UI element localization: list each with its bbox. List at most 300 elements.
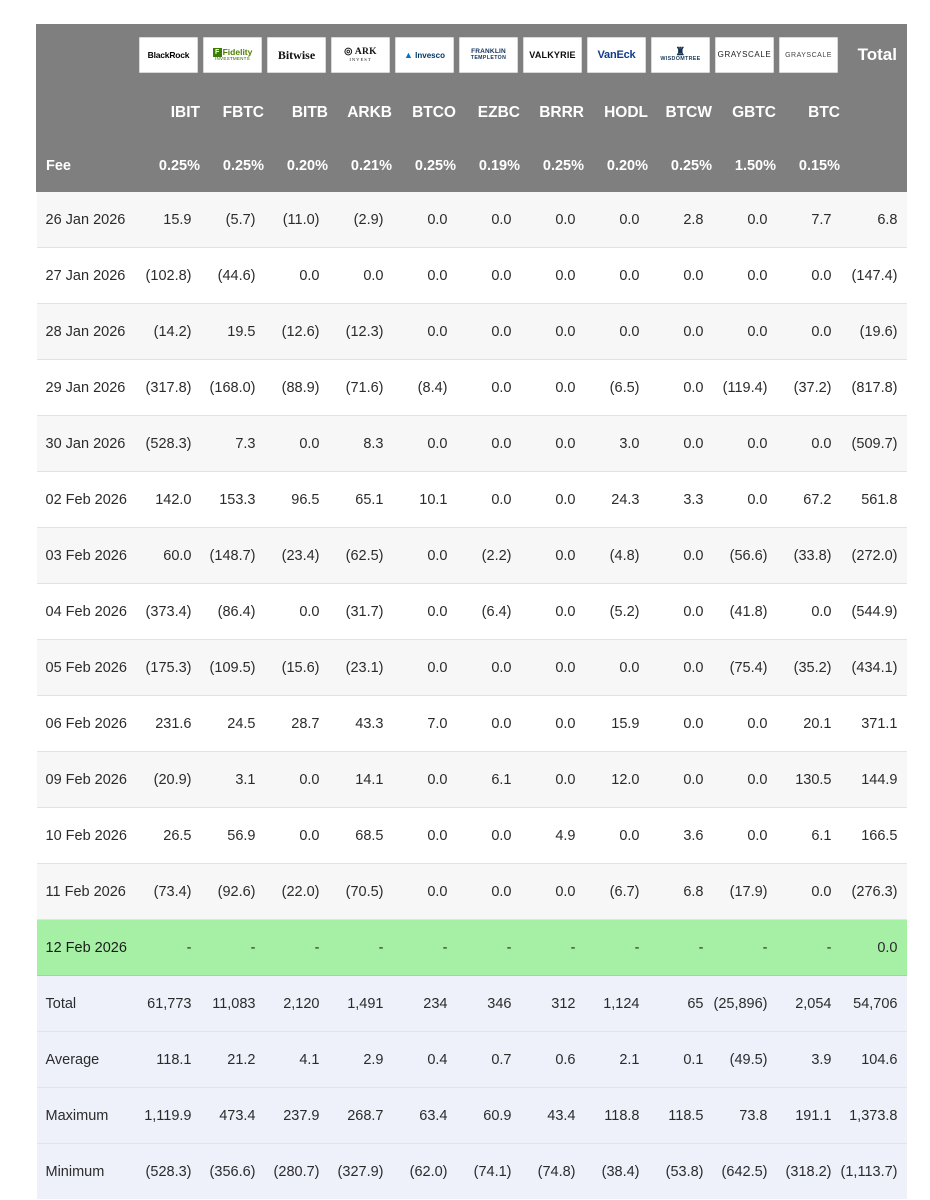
table-row [37, 248, 907, 304]
cell-fbtc: (44.6) [201, 248, 265, 304]
cell-btcw: 0.0 [649, 584, 713, 640]
cell-gbtc: 0.0 [713, 696, 777, 752]
cell-row-total: (272.0) [841, 528, 907, 584]
cell-btcw: 6.8 [649, 864, 713, 920]
table-row [37, 192, 907, 248]
cell-btc: 20.1 [777, 696, 841, 752]
summary-cell-fbtc: 21.2 [201, 1032, 265, 1088]
bitcoin-etf-flows-table [36, 24, 907, 1199]
summary-cell-arkb: 268.7 [329, 1088, 393, 1144]
cell-btc: 0.0 [777, 864, 841, 920]
summary-cell-gbtc: (25,896) [713, 976, 777, 1032]
cell-btco: 0.0 [393, 528, 457, 584]
cell-ezbc: 0.0 [457, 472, 521, 528]
summary-cell-ezbc: (74.1) [457, 1144, 521, 1200]
cell-btcw: 0.0 [649, 528, 713, 584]
cell-bitb: 0.0 [265, 248, 329, 304]
cell-arkb: - [329, 920, 393, 976]
cell-btco: 0.0 [393, 864, 457, 920]
cell-fbtc: (5.7) [201, 192, 265, 248]
fund-logo-cell-fbtc [201, 25, 265, 86]
cell-btco: (8.4) [393, 360, 457, 416]
ticker-btco: BTCO [393, 86, 457, 141]
cell-ibit: 60.0 [137, 528, 201, 584]
cell-btcw: 0.0 [649, 752, 713, 808]
cell-gbtc: 0.0 [713, 248, 777, 304]
summary-row [37, 1088, 907, 1144]
cell-hodl: 0.0 [585, 192, 649, 248]
cell-fbtc: 19.5 [201, 304, 265, 360]
row-date: 12 Feb 2026 [37, 920, 137, 976]
cell-hodl: (4.8) [585, 528, 649, 584]
summary-cell-total: 1,373.8 [841, 1088, 907, 1144]
summary-cell-ezbc: 346 [457, 976, 521, 1032]
cell-ibit: (102.8) [137, 248, 201, 304]
fee-total-spacer [841, 141, 907, 192]
table-row [37, 696, 907, 752]
fund-logo-cell-ibit [137, 25, 201, 86]
cell-gbtc: (41.8) [713, 584, 777, 640]
ticker-fbtc: FBTC [201, 86, 265, 141]
summary-row-label: Total [37, 976, 137, 1032]
cell-arkb: (62.5) [329, 528, 393, 584]
cell-hodl: 0.0 [585, 304, 649, 360]
fund-logo-cell-brrr [521, 25, 585, 86]
cell-ezbc: 0.0 [457, 192, 521, 248]
cell-arkb: (31.7) [329, 584, 393, 640]
summary-cell-hodl: 1,124 [585, 976, 649, 1032]
fee-fbtc: 0.25% [201, 141, 265, 192]
cell-ezbc: 0.0 [457, 864, 521, 920]
cell-ibit: 15.9 [137, 192, 201, 248]
cell-fbtc: - [201, 920, 265, 976]
cell-brrr: 0.0 [521, 864, 585, 920]
fee-row-label: Fee [37, 141, 137, 192]
cell-row-total: 6.8 [841, 192, 907, 248]
cell-ibit: (528.3) [137, 416, 201, 472]
row-date: 27 Jan 2026 [37, 248, 137, 304]
row-date: 02 Feb 2026 [37, 472, 137, 528]
cell-bitb: (11.0) [265, 192, 329, 248]
summary-cell-brrr: 312 [521, 976, 585, 1032]
cell-bitb: - [265, 920, 329, 976]
summary-row [37, 976, 907, 1032]
summary-row [37, 1032, 907, 1088]
table-row [37, 416, 907, 472]
cell-brrr: 0.0 [521, 416, 585, 472]
ticker-arkb: ARKB [329, 86, 393, 141]
cell-fbtc: (148.7) [201, 528, 265, 584]
fund-logo-cell-bitb [265, 25, 329, 86]
cell-ezbc: 0.0 [457, 416, 521, 472]
cell-hodl: 15.9 [585, 696, 649, 752]
cell-btcw: 0.0 [649, 696, 713, 752]
cell-ezbc: - [457, 920, 521, 976]
cell-bitb: 28.7 [265, 696, 329, 752]
summary-cell-bitb: 4.1 [265, 1032, 329, 1088]
cell-btco: - [393, 920, 457, 976]
cell-row-total: (434.1) [841, 640, 907, 696]
summary-cell-ezbc: 0.7 [457, 1032, 521, 1088]
fee-btco: 0.25% [393, 141, 457, 192]
ticker-brrr: BRRR [521, 86, 585, 141]
cell-gbtc: (56.6) [713, 528, 777, 584]
ticker-gbtc: GBTC [713, 86, 777, 141]
grayscale-logo: GRAYSCALE [715, 37, 774, 73]
cell-fbtc: (86.4) [201, 584, 265, 640]
row-date: 05 Feb 2026 [37, 640, 137, 696]
fund-logo-cell-ezbc [457, 25, 521, 86]
cell-btc: 7.7 [777, 192, 841, 248]
valkyrie-logo: VALKYRIE [523, 37, 582, 73]
summary-cell-brrr: (74.8) [521, 1144, 585, 1200]
fee-arkb: 0.21% [329, 141, 393, 192]
grayscale-mini-logo: GRAYSCALE [779, 37, 838, 73]
ticker-btcw: BTCW [649, 86, 713, 141]
cell-btcw: 0.0 [649, 248, 713, 304]
table-header [37, 25, 907, 192]
cell-hodl: 0.0 [585, 640, 649, 696]
cell-bitb: 0.0 [265, 584, 329, 640]
cell-bitb: 0.0 [265, 416, 329, 472]
summary-cell-fbtc: 11,083 [201, 976, 265, 1032]
fee-header-row [37, 141, 907, 192]
summary-cell-total: 104.6 [841, 1032, 907, 1088]
cell-fbtc: 24.5 [201, 696, 265, 752]
summary-cell-gbtc: 73.8 [713, 1088, 777, 1144]
cell-brrr: 0.0 [521, 752, 585, 808]
cell-hodl: - [585, 920, 649, 976]
wisdomtree-logo: ♜ WISDOMTREE [651, 37, 710, 73]
ticker-hodl: HODL [585, 86, 649, 141]
fund-logo-cell-btcw [649, 25, 713, 86]
ticker-btc: BTC [777, 86, 841, 141]
fund-logo-cell-gbtc [713, 25, 777, 86]
cell-gbtc: 0.0 [713, 304, 777, 360]
cell-row-total: (19.6) [841, 304, 907, 360]
cell-btc: 0.0 [777, 416, 841, 472]
cell-btcw: 3.6 [649, 808, 713, 864]
summary-cell-ibit: (528.3) [137, 1144, 201, 1200]
cell-hodl: 0.0 [585, 248, 649, 304]
summary-cell-hodl: 118.8 [585, 1088, 649, 1144]
cell-btc: 0.0 [777, 304, 841, 360]
cell-fbtc: (168.0) [201, 360, 265, 416]
summary-cell-arkb: 1,491 [329, 976, 393, 1032]
table-row [37, 584, 907, 640]
summary-cell-bitb: 2,120 [265, 976, 329, 1032]
fee-brrr: 0.25% [521, 141, 585, 192]
cell-btc: 67.2 [777, 472, 841, 528]
fidelity-logo: F Fidelity INVESTMENTS [203, 37, 262, 73]
cell-btc: (33.8) [777, 528, 841, 584]
summary-cell-gbtc: (49.5) [713, 1032, 777, 1088]
summary-cell-ibit: 61,773 [137, 976, 201, 1032]
cell-row-total: 166.5 [841, 808, 907, 864]
cell-gbtc: 0.0 [713, 416, 777, 472]
cell-fbtc: (109.5) [201, 640, 265, 696]
cell-bitb: 0.0 [265, 752, 329, 808]
ticker-header-row [37, 86, 907, 141]
cell-bitb: (23.4) [265, 528, 329, 584]
fee-hodl: 0.20% [585, 141, 649, 192]
cell-hodl: 3.0 [585, 416, 649, 472]
cell-ibit: 231.6 [137, 696, 201, 752]
cell-ezbc: 0.0 [457, 808, 521, 864]
summary-cell-btco: 63.4 [393, 1088, 457, 1144]
ticker-total-spacer [841, 86, 907, 141]
cell-ibit: (73.4) [137, 864, 201, 920]
cell-brrr: - [521, 920, 585, 976]
summary-cell-btco: 234 [393, 976, 457, 1032]
summary-cell-gbtc: (642.5) [713, 1144, 777, 1200]
row-date: 29 Jan 2026 [37, 360, 137, 416]
cell-ibit: 26.5 [137, 808, 201, 864]
cell-ibit: 142.0 [137, 472, 201, 528]
summary-cell-ezbc: 60.9 [457, 1088, 521, 1144]
cell-brrr: 0.0 [521, 696, 585, 752]
cell-ibit: (317.8) [137, 360, 201, 416]
row-date: 26 Jan 2026 [37, 192, 137, 248]
cell-hodl: 0.0 [585, 808, 649, 864]
cell-gbtc: 0.0 [713, 192, 777, 248]
fund-logo-cell-btc [777, 25, 841, 86]
summary-cell-btc: 2,054 [777, 976, 841, 1032]
summary-cell-bitb: (280.7) [265, 1144, 329, 1200]
cell-hodl: 24.3 [585, 472, 649, 528]
cell-ezbc: (2.2) [457, 528, 521, 584]
cell-btco: 0.0 [393, 584, 457, 640]
cell-row-total: (147.4) [841, 248, 907, 304]
cell-brrr: 4.9 [521, 808, 585, 864]
fee-ezbc: 0.19% [457, 141, 521, 192]
logo-header-row [37, 25, 907, 86]
summary-cell-ibit: 1,119.9 [137, 1088, 201, 1144]
cell-gbtc: 0.0 [713, 808, 777, 864]
cell-fbtc: 3.1 [201, 752, 265, 808]
cell-arkb: (71.6) [329, 360, 393, 416]
cell-ezbc: 0.0 [457, 248, 521, 304]
cell-btc: (35.2) [777, 640, 841, 696]
summary-cell-btco: 0.4 [393, 1032, 457, 1088]
table-body [37, 192, 907, 976]
summary-cell-total: (1,113.7) [841, 1144, 907, 1200]
summary-cell-ibit: 118.1 [137, 1032, 201, 1088]
cell-arkb: 14.1 [329, 752, 393, 808]
ticker-ezbc: EZBC [457, 86, 521, 141]
summary-cell-btcw: 118.5 [649, 1088, 713, 1144]
summary-cell-hodl: 2.1 [585, 1032, 649, 1088]
cell-btcw: 0.0 [649, 416, 713, 472]
cell-hodl: 12.0 [585, 752, 649, 808]
row-date: 11 Feb 2026 [37, 864, 137, 920]
summary-cell-fbtc: 473.4 [201, 1088, 265, 1144]
total-column-header: Total [841, 25, 907, 86]
row-date: 28 Jan 2026 [37, 304, 137, 360]
cell-ezbc: 6.1 [457, 752, 521, 808]
summary-cell-btcw: 0.1 [649, 1032, 713, 1088]
table-row [37, 304, 907, 360]
cell-btco: 7.0 [393, 696, 457, 752]
row-date: 09 Feb 2026 [37, 752, 137, 808]
cell-fbtc: 56.9 [201, 808, 265, 864]
cell-btco: 0.0 [393, 248, 457, 304]
cell-arkb: 0.0 [329, 248, 393, 304]
cell-brrr: 0.0 [521, 248, 585, 304]
summary-cell-btcw: 65 [649, 976, 713, 1032]
cell-btco: 10.1 [393, 472, 457, 528]
cell-bitb: (12.6) [265, 304, 329, 360]
table-row [37, 808, 907, 864]
cell-row-total: (817.8) [841, 360, 907, 416]
cell-btcw: - [649, 920, 713, 976]
summary-row [37, 1144, 907, 1200]
cell-btcw: 0.0 [649, 304, 713, 360]
summary-cell-btc: 3.9 [777, 1032, 841, 1088]
cell-ezbc: 0.0 [457, 304, 521, 360]
fund-logo-cell-hodl [585, 25, 649, 86]
table-row [37, 752, 907, 808]
cell-btc: (37.2) [777, 360, 841, 416]
ticker-row-label [37, 86, 137, 141]
cell-btcw: 0.0 [649, 360, 713, 416]
cell-btcw: 2.8 [649, 192, 713, 248]
fee-ibit: 0.25% [137, 141, 201, 192]
summary-cell-btc: (318.2) [777, 1144, 841, 1200]
table-row [37, 920, 907, 976]
cell-ezbc: 0.0 [457, 640, 521, 696]
cell-brrr: 0.0 [521, 360, 585, 416]
invesco-logo: ▲ Invesco [395, 37, 454, 73]
cell-bitb: (88.9) [265, 360, 329, 416]
cell-arkb: 43.3 [329, 696, 393, 752]
blackrock-logo: BlackRock [139, 37, 198, 73]
row-date: 03 Feb 2026 [37, 528, 137, 584]
cell-row-total: 371.1 [841, 696, 907, 752]
summary-row-label: Average [37, 1032, 137, 1088]
bitwise-logo: Bitwise [267, 37, 326, 73]
date-column-header [37, 25, 137, 86]
cell-ibit: - [137, 920, 201, 976]
cell-brrr: 0.0 [521, 472, 585, 528]
cell-row-total: (544.9) [841, 584, 907, 640]
fee-bitb: 0.20% [265, 141, 329, 192]
row-date: 30 Jan 2026 [37, 416, 137, 472]
cell-ezbc: (6.4) [457, 584, 521, 640]
cell-fbtc: 153.3 [201, 472, 265, 528]
ark-invest-logo: ◎ ARK INVEST [331, 37, 390, 73]
cell-gbtc: (17.9) [713, 864, 777, 920]
cell-row-total: (276.3) [841, 864, 907, 920]
cell-gbtc: (119.4) [713, 360, 777, 416]
cell-btc: 0.0 [777, 248, 841, 304]
summary-cell-arkb: (327.9) [329, 1144, 393, 1200]
fund-logo-cell-arkb [329, 25, 393, 86]
cell-btc: 0.0 [777, 584, 841, 640]
cell-row-total: 561.8 [841, 472, 907, 528]
cell-fbtc: (92.6) [201, 864, 265, 920]
row-date: 06 Feb 2026 [37, 696, 137, 752]
cell-btco: 0.0 [393, 752, 457, 808]
cell-btcw: 0.0 [649, 640, 713, 696]
cell-brrr: 0.0 [521, 192, 585, 248]
summary-cell-bitb: 237.9 [265, 1088, 329, 1144]
table-row [37, 360, 907, 416]
cell-arkb: 65.1 [329, 472, 393, 528]
cell-arkb: 8.3 [329, 416, 393, 472]
summary-cell-arkb: 2.9 [329, 1032, 393, 1088]
cell-gbtc: - [713, 920, 777, 976]
cell-ibit: (14.2) [137, 304, 201, 360]
row-date: 10 Feb 2026 [37, 808, 137, 864]
summary-cell-brrr: 43.4 [521, 1088, 585, 1144]
cell-ezbc: 0.0 [457, 360, 521, 416]
cell-ibit: (373.4) [137, 584, 201, 640]
summary-cell-btco: (62.0) [393, 1144, 457, 1200]
cell-bitb: 96.5 [265, 472, 329, 528]
cell-bitb: (22.0) [265, 864, 329, 920]
cell-arkb: 68.5 [329, 808, 393, 864]
cell-btco: 0.0 [393, 192, 457, 248]
cell-arkb: (23.1) [329, 640, 393, 696]
fee-gbtc: 1.50% [713, 141, 777, 192]
summary-cell-fbtc: (356.6) [201, 1144, 265, 1200]
cell-row-total: 0.0 [841, 920, 907, 976]
row-date: 04 Feb 2026 [37, 584, 137, 640]
cell-bitb: 0.0 [265, 808, 329, 864]
summary-cell-btc: 191.1 [777, 1088, 841, 1144]
cell-btc: 130.5 [777, 752, 841, 808]
cell-bitb: (15.6) [265, 640, 329, 696]
cell-btcw: 3.3 [649, 472, 713, 528]
cell-brrr: 0.0 [521, 528, 585, 584]
cell-brrr: 0.0 [521, 584, 585, 640]
cell-ezbc: 0.0 [457, 696, 521, 752]
summary-cell-brrr: 0.6 [521, 1032, 585, 1088]
cell-btc: 6.1 [777, 808, 841, 864]
fee-btc: 0.15% [777, 141, 841, 192]
cell-btco: 0.0 [393, 416, 457, 472]
cell-hodl: (5.2) [585, 584, 649, 640]
cell-gbtc: 0.0 [713, 472, 777, 528]
table-row [37, 472, 907, 528]
cell-hodl: (6.5) [585, 360, 649, 416]
cell-row-total: 144.9 [841, 752, 907, 808]
cell-row-total: (509.7) [841, 416, 907, 472]
summary-cell-hodl: (38.4) [585, 1144, 649, 1200]
cell-arkb: (12.3) [329, 304, 393, 360]
ticker-bitb: BITB [265, 86, 329, 141]
table-summary [37, 976, 907, 1200]
summary-cell-total: 54,706 [841, 976, 907, 1032]
vaneck-logo: VanEck [587, 37, 646, 73]
fund-logo-cell-btco [393, 25, 457, 86]
summary-row-label: Minimum [37, 1144, 137, 1200]
cell-ibit: (175.3) [137, 640, 201, 696]
cell-hodl: (6.7) [585, 864, 649, 920]
cell-btco: 0.0 [393, 808, 457, 864]
cell-btc: - [777, 920, 841, 976]
cell-gbtc: (75.4) [713, 640, 777, 696]
franklin-templeton-logo: FRANKLIN TEMPLETON [459, 37, 518, 73]
cell-btco: 0.0 [393, 640, 457, 696]
cell-brrr: 0.0 [521, 304, 585, 360]
ticker-ibit: IBIT [137, 86, 201, 141]
fee-btcw: 0.25% [649, 141, 713, 192]
cell-fbtc: 7.3 [201, 416, 265, 472]
table-row [37, 640, 907, 696]
table-row [37, 528, 907, 584]
